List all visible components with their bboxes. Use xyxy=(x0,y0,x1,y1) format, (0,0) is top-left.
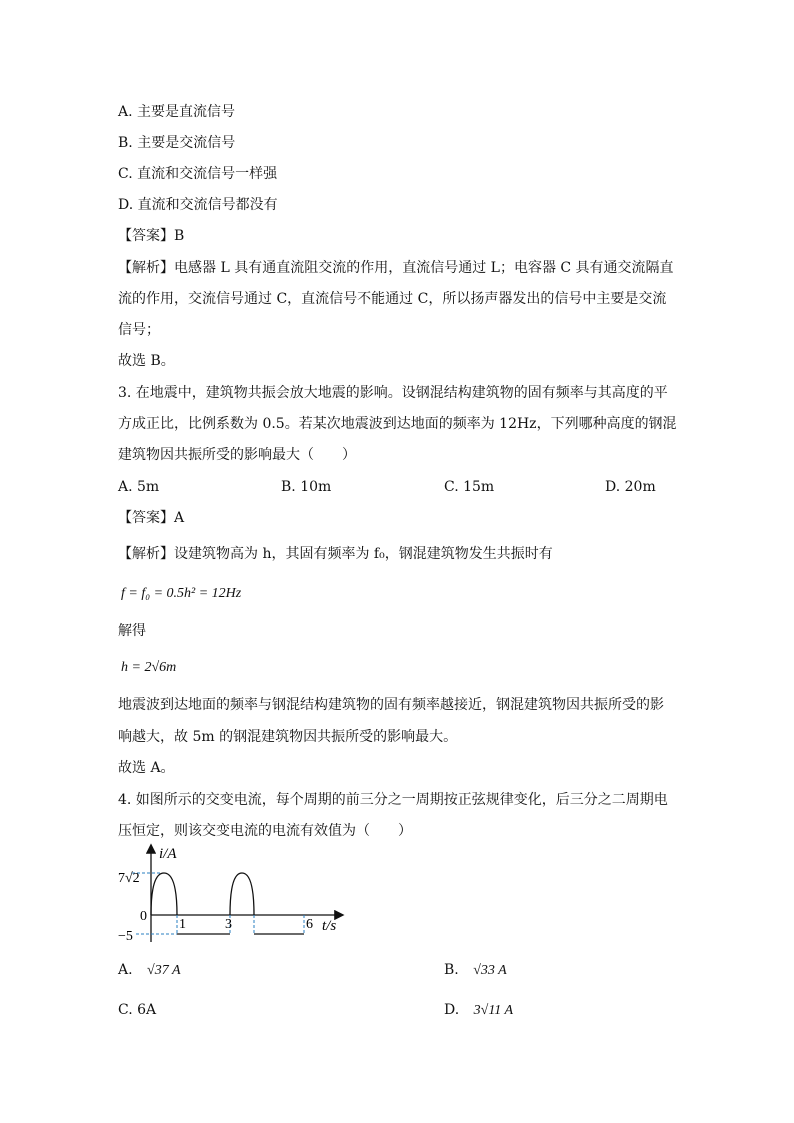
q3-stem-line1: 3. 在地震中，建筑物共振会放大地震的影响。设钢混结构建筑物的固有频率与其高度的平 xyxy=(118,385,668,401)
q4-option-b xyxy=(444,960,507,981)
q3-stem-line2: 方成正比，比例系数为 0.5。若某次地震波到达地面的频率为 12Hz，下列哪种高度的钢混 xyxy=(118,416,677,432)
q3-option-b: B. 10m xyxy=(281,479,332,495)
q3-formula-height: h = 2√6m xyxy=(121,660,177,675)
neg-value-label: −5 xyxy=(118,929,133,944)
q3-option-a: A. 5m xyxy=(118,479,160,495)
q3-option-d: D. 20m xyxy=(605,479,656,495)
y-axis-label: i/A xyxy=(159,846,177,862)
q4-stem-line2: 压恒定，则该交变电流的电流有效值为（ ） xyxy=(118,823,412,839)
sine-half-wave-1 xyxy=(151,873,177,915)
tick-label-3: 3 xyxy=(225,917,232,932)
q2-analysis-line2: 流的作用，交流信号通过 C，直流信号不能通过 C，所以扬声器发出的信号中主要是交流 xyxy=(118,291,667,307)
tick-label-1: 1 xyxy=(179,917,186,932)
q2-conclusion: 故选 B。 xyxy=(118,353,175,369)
origin-label: 0 xyxy=(140,909,147,924)
q4-stem-line1: 4. 如图所示的交变电流，每个周期的前三分之一周期按正弦规律变化，后三分之二周期电 xyxy=(118,792,668,808)
tick-label-6: 6 xyxy=(306,917,313,932)
q3-answer: 【答案】A xyxy=(118,510,185,526)
q3-conclusion: 故选 A。 xyxy=(118,760,175,776)
q2-answer: 【答案】B xyxy=(118,228,185,244)
q4-option-b-letter: B. xyxy=(444,962,459,978)
q2-option-d: D. 直流和交流信号都没有 xyxy=(118,197,278,213)
q3-solve-label: 解得 xyxy=(118,623,146,639)
peak-value-label: 7√2 xyxy=(118,871,140,886)
q4-option-a-letter: A. xyxy=(118,962,133,978)
q3-analysis-line1: 【解析】设建筑物高为 h，其固有频率为 f₀，钢混建筑物发生共振时有 xyxy=(118,546,553,562)
q3-stem-line3: 建筑物因共振所受的影响最大（ ） xyxy=(118,447,356,463)
q3-formula-frequency: f = f₀ = 0.5h² = 12Hz xyxy=(121,586,242,601)
q3-analysis-line2: 地震波到达地面的频率与钢混结构建筑物的固有频率越接近，钢混建筑物因共振所受的影 xyxy=(118,697,664,713)
x-axis-label: t/s xyxy=(322,918,337,934)
q2-analysis-line3: 信号； xyxy=(118,322,160,338)
q4-option-a-value: √37 A xyxy=(147,963,181,978)
q4-option-d xyxy=(444,1000,513,1021)
q2-option-a: A. 主要是直流信号 xyxy=(118,104,236,120)
q2-option-c: C. 直流和交流信号一样强 xyxy=(118,166,278,182)
sine-half-wave-2 xyxy=(230,873,254,915)
q3-option-c: C. 15m xyxy=(444,479,495,495)
q4-option-a xyxy=(118,960,181,981)
q2-option-b: B. 主要是交流信号 xyxy=(118,135,236,151)
q2-analysis-line1: 【解析】电感器 L 具有通直流阻交流的作用，直流信号通过 L；电容器 C 具有通交流隔直 xyxy=(118,260,674,276)
current-time-graph xyxy=(112,840,352,945)
q4-option-c: C. 6A xyxy=(118,1002,157,1018)
q4-option-d-value: 3√11 A xyxy=(473,1003,514,1018)
q3-analysis-line3: 响越大，故 5m 的钢混建筑物因共振所受的影响最大。 xyxy=(118,729,458,745)
q4-option-b-value: √33 A xyxy=(473,963,507,978)
q4-option-d-letter: D. xyxy=(444,1002,460,1018)
